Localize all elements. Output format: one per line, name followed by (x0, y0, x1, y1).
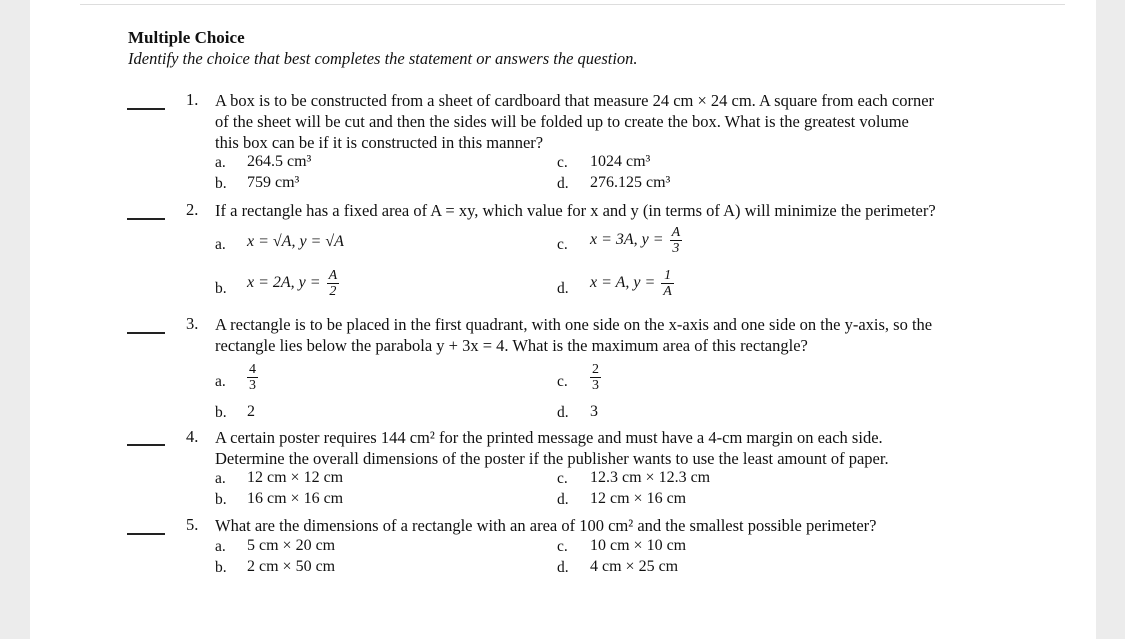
question-1-line-3: this box can be if it is constructed in this manner? (215, 133, 544, 152)
option-letter-c: c. (557, 470, 568, 487)
option-letter-d: d. (557, 404, 569, 421)
q3-option-a[interactable] (245, 362, 258, 393)
q3-option-c[interactable] (588, 362, 601, 393)
option-letter-a: a. (215, 373, 226, 390)
option-letter-a: a. (215, 470, 226, 487)
question-3-line-2: rectangle lies below the parabola y + 3x = 4. What is the maximum area of this rectangle? (215, 336, 808, 355)
option-letter-b: b. (215, 491, 227, 508)
option-letter-c: c. (557, 373, 568, 390)
q3-option-d[interactable]: 3 (590, 403, 598, 420)
section-instructions: Identify the choice that best completes the statement or answers the question. (128, 49, 638, 68)
page-top-rule (80, 4, 1065, 5)
option-letter-b: b. (215, 404, 227, 421)
answer-blank-2[interactable] (127, 218, 165, 220)
q2-c-den: 3 (670, 240, 683, 256)
q2-c-ylhs: y = (641, 231, 664, 249)
q3-a-den: 3 (249, 378, 256, 393)
q2-option-b[interactable] (247, 268, 339, 299)
q2-b-fraction (327, 268, 340, 299)
answer-blank-5[interactable] (127, 533, 165, 535)
question-number-4: 4. (186, 427, 199, 446)
question-4-text (215, 427, 889, 469)
question-number-3: 3. (186, 314, 199, 333)
q2-a-x: x = √A (247, 233, 292, 250)
q2-d-num: 1 (664, 268, 672, 283)
q4-option-b[interactable]: 16 cm × 16 cm (247, 490, 344, 507)
q3-option-b[interactable]: 2 (247, 403, 255, 420)
q2-d-den: A (663, 284, 672, 299)
q2-c-num: A (671, 225, 681, 240)
q3-c-fraction (590, 362, 601, 393)
q4-option-d[interactable]: 12 cm × 16 cm (590, 490, 687, 507)
q3-c-den: 3 (592, 378, 599, 393)
answer-blank-4[interactable] (127, 444, 165, 446)
q4-option-a[interactable]: 12 cm × 12 cm (247, 469, 344, 486)
option-letter-d: d. (557, 559, 569, 576)
option-letter-b: b. (215, 559, 227, 576)
section-title: Multiple Choice (128, 28, 245, 47)
option-letter-a: a. (215, 154, 226, 171)
question-number-5: 5. (186, 515, 199, 534)
question-4-line-1: A certain poster requires 144 cm² for the printed message and must have a 4-cm margin on each side. (215, 428, 883, 447)
q3-a-fraction (247, 362, 258, 393)
q2-option-a[interactable]: x = √A, y = √A (247, 233, 344, 250)
q5-option-c[interactable]: 10 cm × 10 cm (590, 537, 687, 554)
q1-option-c[interactable]: 1024 cm³ (590, 153, 651, 170)
option-letter-b: b. (215, 280, 227, 297)
question-3-text (215, 314, 932, 356)
question-4-line-2: Determine the overall dimensions of the poster if the publisher wants to use the least amount of paper. (215, 449, 889, 468)
q2-d-fraction (661, 268, 674, 299)
option-letter-d: d. (557, 175, 569, 192)
option-letter-c: c. (557, 236, 568, 253)
q2-option-c[interactable] (590, 225, 682, 256)
q2-d-ylhs: y = (633, 274, 656, 292)
option-letter-a: a. (215, 538, 226, 555)
q2-a-y: y = √A (299, 233, 344, 250)
question-number-1: 1. (186, 90, 199, 109)
answer-blank-3[interactable] (127, 332, 165, 334)
option-letter-d: d. (557, 491, 569, 508)
question-number-2: 2. (186, 200, 199, 219)
q5-option-d[interactable]: 4 cm × 25 cm (590, 558, 679, 575)
q4-option-c[interactable]: 12.3 cm × 12.3 cm (590, 469, 711, 486)
q3-c-num: 2 (592, 362, 599, 377)
question-5-text: What are the dimensions of a rectangle with an area of 100 cm² and the smallest possible perimeter? (215, 516, 877, 535)
option-letter-b: b. (215, 175, 227, 192)
option-letter-c: c. (557, 538, 568, 555)
question-3-line-1: A rectangle is to be placed in the first quadrant, with one side on the x-axis and one side on the y-axis, so the (215, 315, 933, 334)
option-letter-c: c. (557, 154, 568, 171)
q1-option-b[interactable]: 759 cm³ (247, 174, 300, 191)
question-1-line-1: A box is to be constructed from a sheet of cardboard that measure 24 cm × 24 cm. A square from each corner (215, 91, 935, 110)
option-letter-d: d. (557, 280, 569, 297)
q2-b-den: 2 (327, 283, 340, 299)
question-2-text: If a rectangle has a fixed area of A = xy, which value for x and y (in terms of A) will minimize the perimeter? (215, 201, 936, 220)
question-1-line-2: of the sheet will be cut and then the sides will be folded up to create the box. What is the greatest volume (215, 112, 909, 131)
q2-c-fraction (670, 225, 683, 256)
q2-b-num: A (328, 268, 338, 283)
q5-option-a[interactable]: 5 cm × 20 cm (247, 537, 336, 554)
option-letter-a: a. (215, 236, 226, 253)
q2-b-x: x = 2A, (247, 274, 295, 292)
q3-a-num: 4 (249, 362, 256, 377)
q1-option-a[interactable]: 264.5 cm³ (247, 153, 312, 170)
q2-b-ylhs: y = (298, 274, 321, 292)
q2-c-x: x = 3A, (590, 231, 638, 249)
q2-option-d[interactable] (590, 268, 674, 299)
q1-option-d[interactable]: 276.125 cm³ (590, 174, 671, 191)
q2-d-x: x = A, (590, 274, 630, 292)
q5-option-b[interactable]: 2 cm × 50 cm (247, 558, 336, 575)
question-1-text (215, 90, 934, 153)
answer-blank-1[interactable] (127, 108, 165, 110)
